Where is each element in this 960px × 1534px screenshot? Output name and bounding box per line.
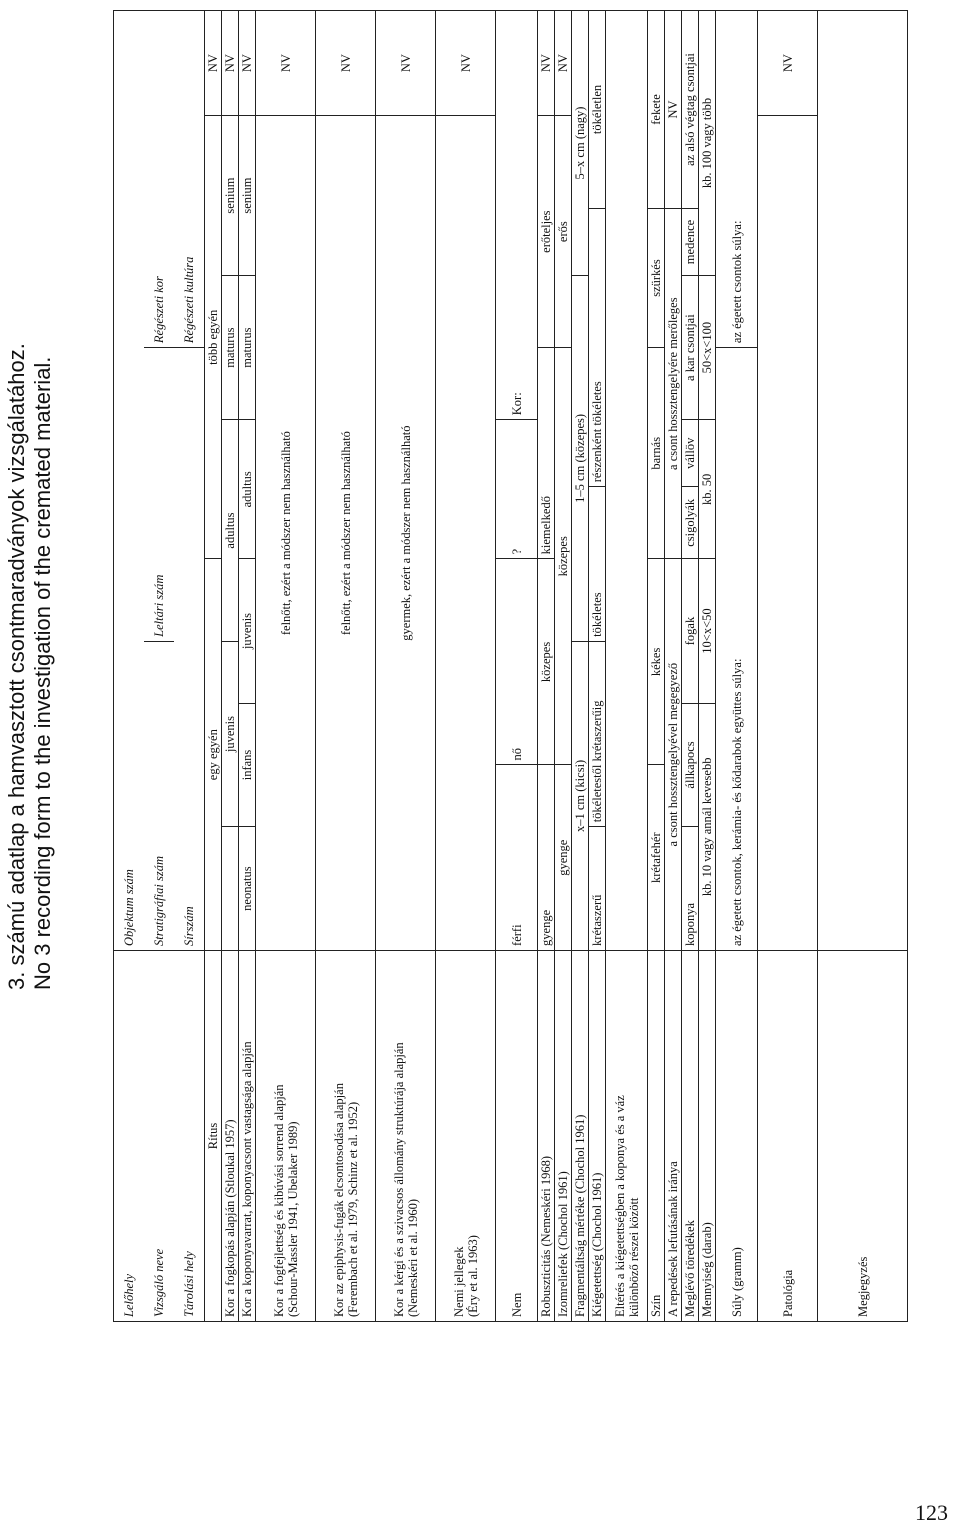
robusztic-label: Robuszticitás (Nemeskéri 1968): [538, 950, 555, 1321]
option-tobb-egyen[interactable]: több egyén: [205, 116, 222, 559]
option-nv[interactable]: NV: [205, 11, 222, 116]
form-table: [113, 10, 908, 1322]
option-kretafeher[interactable]: krétafehér: [648, 765, 665, 951]
row-kor-fogfejlettseg: [256, 11, 316, 1322]
kor-fogfejlettseg-label-1: Kor a fogfejlettség és kibúvási sorrend alapján: [271, 1084, 286, 1317]
option-tokeletestol[interactable]: tökéletestől krétaszerűig: [589, 641, 606, 826]
row-megjegyzes: [818, 11, 908, 1322]
suly-label: Súly (gramm): [716, 950, 758, 1321]
option-senium[interactable]: senium: [222, 116, 239, 276]
option-allkapocs[interactable]: állkapocs: [682, 703, 699, 827]
elteres-label-1: Eltérés a kiégetettségben a koponya és a váz: [612, 1095, 627, 1317]
row-kor-koponyavarrat: [239, 11, 256, 1322]
option-infans[interactable]: infans: [239, 703, 256, 827]
header-row-3: [174, 11, 205, 1322]
option-tokeletlen[interactable]: tökéletlen: [589, 11, 606, 209]
row-szin: [648, 11, 665, 1322]
option-kozepes[interactable]: közepes: [555, 348, 572, 765]
kor-epiphysis-note[interactable]: felnőtt, ezért a módszer nem használható: [316, 116, 376, 951]
kor-kergi-label-2: (Nemeskéri et al. 1960): [405, 1198, 420, 1317]
option-vallov[interactable]: vállöv: [682, 420, 699, 487]
option-eroteljes[interactable]: erőteljes: [538, 116, 555, 348]
option-neonatus[interactable]: neonatus: [239, 827, 256, 951]
kor-kergi-note[interactable]: gyermek, ezért a módszer nem használható: [376, 116, 436, 951]
option-senium[interactable]: senium: [239, 116, 256, 276]
row-robusztic: [538, 11, 555, 1322]
option-medence[interactable]: medence: [682, 208, 699, 275]
option-kicsi[interactable]: x–1 cm (kicsi): [572, 641, 589, 950]
option-kretaszeru[interactable]: krétaszerű: [589, 827, 606, 951]
field-regeszeti-kultura[interactable]: Régészeti kultúra: [174, 11, 205, 348]
field-elteres[interactable]: [606, 11, 648, 951]
row-nem: [496, 11, 538, 1322]
caption-line-en: No 3 recording form to the investigation of the cremated material.: [30, 356, 55, 990]
option-nv[interactable]: NV: [538, 11, 555, 116]
option-nv[interactable]: NV: [436, 11, 496, 116]
caption-line-hu: 3. számú adatlap a hamvasztott csontmaradványok vizsgálatához.: [4, 343, 29, 990]
row-mennyiseg: [699, 11, 716, 1322]
szin-label: Szín: [648, 950, 665, 1321]
kor-epiphysis-label-1: Kor az epiphysis-fugák elcsontosodása alapján: [331, 1083, 346, 1317]
option-juvenis[interactable]: juvenis: [239, 559, 256, 703]
option-adultus[interactable]: adultus: [239, 420, 256, 559]
option-koponya[interactable]: koponya: [682, 827, 699, 951]
field-egyuttes-suly[interactable]: az égetett csontok, kerámia- és kődarabok együttes súlya:: [716, 348, 758, 951]
option-fogak[interactable]: fogak: [682, 559, 699, 703]
option-nv[interactable]: NV: [222, 11, 239, 116]
field-kor[interactable]: Kor:: [496, 11, 538, 420]
option-no[interactable]: nő: [496, 559, 538, 765]
option-kozepes[interactable]: közepes: [538, 559, 555, 765]
kor-fogkopas-label: Kor a fogkopás alapján (Stloukal 1957): [222, 950, 239, 1321]
elteres-label-2: különböző részei között: [626, 1197, 641, 1317]
option-nv[interactable]: NV: [316, 11, 376, 116]
nem-label: Nem: [496, 950, 538, 1321]
kor-kergi-label: [376, 950, 436, 1321]
field-megjegyzes[interactable]: [818, 11, 908, 951]
kiegetettseg-label: Kiégetettség (Chochol 1961): [589, 950, 606, 1321]
elteres-label: [606, 950, 648, 1321]
page-number: 123: [915, 1500, 948, 1525]
row-nemi-jellegek: [436, 11, 496, 1322]
header-row-1: [114, 11, 145, 1322]
kor-fogfejlettseg-label-2: (Schour-Massler 1941, Ubelaker 1989): [285, 1121, 300, 1317]
option-szurkes[interactable]: szürkés: [648, 208, 665, 347]
row-meglevo-toredekek: [682, 11, 699, 1322]
row-izomreliefek: [555, 11, 572, 1322]
option-unknown[interactable]: ?: [496, 420, 538, 559]
option-nv[interactable]: NV: [376, 11, 436, 116]
field-lelohely[interactable]: Lelőhely: [114, 950, 145, 1321]
option-kar-csontjai[interactable]: a kar csontjai: [682, 275, 699, 419]
field-egetett-suly[interactable]: az égetett csontok súlya:: [716, 11, 758, 348]
kor-epiphysis-label-2: (Ferembach et al. 1979, Schinz et al. 1952): [345, 1101, 360, 1317]
field-stratigrafiai-szam[interactable]: Stratigráfiai szám: [144, 641, 174, 950]
ritus-label: Rítus: [205, 950, 222, 1321]
header-row-2: [144, 11, 174, 1322]
recording-form: [113, 10, 875, 1322]
row-elteres: [606, 11, 648, 1322]
option-nv[interactable]: NV: [555, 11, 572, 116]
option-ferfi[interactable]: férfi: [496, 765, 538, 951]
option-nv[interactable]: NV: [665, 11, 682, 209]
kor-koponyavarrat-label: Kor a koponyavarrat, koponyacsont vastagsága alapján: [239, 950, 256, 1321]
fragment-label: Fragmentáltság mértéke (Chochol 1961): [572, 950, 589, 1321]
nemi-jellegek-label: [436, 950, 496, 1321]
field-leltari-szam[interactable]: Leltári szám: [144, 348, 174, 642]
nemi-jellegek-label-2: (Éry et al. 1963): [465, 1235, 480, 1317]
option-kekes[interactable]: kékes: [648, 559, 665, 765]
option-gyenge[interactable]: gyenge: [555, 765, 572, 951]
field-regeszeti-kor[interactable]: Régészeti kor: [144, 11, 174, 348]
page-caption: [4, 290, 56, 990]
option-kb-100[interactable]: kb. 100 vagy több: [699, 11, 716, 276]
row-fragmentaltsag: [572, 11, 589, 1322]
option-hossztengely-megegyezo[interactable]: a csont hossztengelyével megegyező: [665, 559, 682, 951]
option-kiemelkedo[interactable]: kiemelkedő: [538, 348, 555, 559]
row-repedesek: [665, 11, 682, 1322]
nemi-jellegek-label-1: Nemi jellegek: [451, 1246, 466, 1317]
field-objektum-szam[interactable]: Objektum szám: [114, 11, 145, 951]
row-kor-fogkopas: [222, 11, 239, 1322]
option-kb-10[interactable]: kb. 10 vagy annál kevesebb: [699, 703, 716, 950]
option-juvenis[interactable]: juvenis: [222, 641, 239, 826]
option-nv[interactable]: NV: [239, 11, 256, 116]
option-nv[interactable]: NV: [256, 11, 316, 116]
patologia-label: Patológia: [758, 950, 818, 1321]
field-tarolasi-hely[interactable]: Tárolási hely: [174, 950, 205, 1321]
field-sirszam[interactable]: Sírszám: [174, 348, 205, 951]
izomreliefek-label: Izomreliefek (Chochol 1961): [555, 950, 572, 1321]
option-tokeletes[interactable]: tökéletes: [589, 487, 606, 642]
option-barnas[interactable]: barnás: [648, 348, 665, 559]
option-kozepes[interactable]: 1–5 cm (közepes): [572, 275, 589, 641]
option-also-vegtag[interactable]: az alsó végtag csontjai: [682, 11, 699, 209]
row-patologia: [758, 11, 818, 1322]
field-vizsgalo-neve[interactable]: Vizsgáló neve: [144, 950, 174, 1321]
row-suly: [716, 11, 758, 1322]
option-nagy[interactable]: 5–x cm (nagy): [572, 11, 589, 276]
option-maturus[interactable]: maturus: [222, 275, 239, 419]
option-fekete[interactable]: fekete: [648, 11, 665, 209]
option-reszenkent[interactable]: részenként tökéletes: [589, 208, 606, 486]
row-ritus: [205, 11, 222, 1322]
option-egy-egyen[interactable]: egy egyén: [205, 559, 222, 951]
row-kiegetettseg: [589, 11, 606, 1322]
meglevo-label: Meglévő töredékek: [682, 950, 699, 1321]
option-gyenge[interactable]: gyenge: [538, 765, 555, 951]
option-eros[interactable]: erős: [555, 116, 572, 348]
option-csigolyak[interactable]: csigolyák: [682, 487, 699, 559]
repedesek-label: A repedések lefutásának iránya: [665, 950, 682, 1321]
option-maturus[interactable]: maturus: [239, 275, 256, 419]
option-nv[interactable]: NV: [758, 11, 818, 116]
kor-kergi-label-1: Kor a kérgi és a szivacsos állomány struktúrája alapján: [391, 1042, 406, 1317]
option-adultus[interactable]: adultus: [222, 420, 239, 642]
kor-fogfejlettseg-note[interactable]: felnőtt, ezért a módszer nem használható: [256, 116, 316, 951]
megjegyzes-label: Megjegyzés: [818, 950, 908, 1321]
option-50-100[interactable]: 50<x<100: [699, 275, 716, 419]
row-kor-epiphysis: [316, 11, 376, 1322]
row-kor-kergi: [376, 11, 436, 1322]
mennyiseg-label: Mennyiség (darab): [699, 950, 716, 1321]
option-10-50[interactable]: 10<x<50: [699, 559, 716, 703]
option-kb-50[interactable]: kb. 50: [699, 420, 716, 559]
option-hossztengely-merőleges[interactable]: a csont hossztengelyére merőleges: [665, 208, 682, 558]
kor-fogfejlettseg-label: [256, 950, 316, 1321]
kor-epiphysis-label: [316, 950, 376, 1321]
